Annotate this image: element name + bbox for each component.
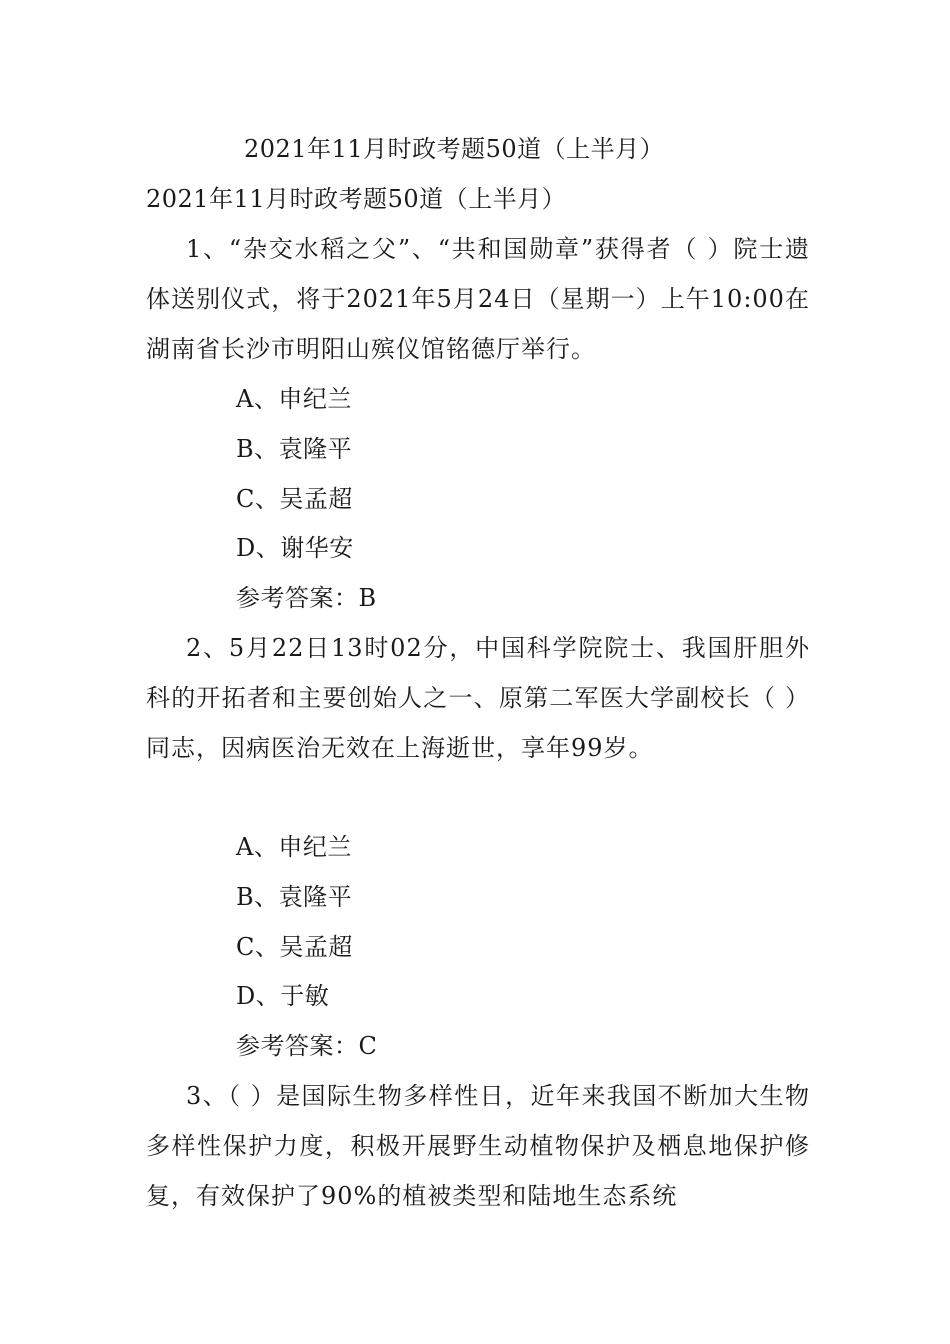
question-2-option-a: A、申纪兰 — [236, 833, 352, 861]
question-3-text: 3、（ ）是国际生物多样性日，近年来我国不断加大生物多样性保护力度，积极开展野生动植物保护及栖息地保护修复，有效保护了90%的植被类型和陆地生态系统 — [146, 1082, 810, 1210]
question-2-option-d: D、于敏 — [236, 982, 330, 1010]
question-1-text: 1、“杂交水稻之父”、“共和国勋章”获得者（ ）院士遗体送别仪式，将于2021年5月24日（星期一）上午10:00在湖南省长沙市明阳山殡仪馆铭德厅举行。 — [146, 235, 810, 363]
question-1-option-a: A、申纪兰 — [236, 385, 352, 413]
question-2-option-c: C、吴孟超 — [236, 933, 353, 961]
question-1-option-c: C、吴孟超 — [236, 485, 353, 513]
question-2-answer: 参考答案：C — [236, 1032, 378, 1060]
question-2-text: 2、5月22日13时02分，中国科学院院士、我国肝胆外科的开拓者和主要创始人之一、原第二军医大学副校长（ ）同志，因病医治无效在上海逝世，享年99岁。 — [146, 634, 810, 762]
document-subtitle: 2021年11月时政考题50道（上半月） — [146, 185, 567, 213]
question-1-option-d: D、谢华安 — [236, 534, 354, 562]
question-2-option-b: B、袁隆平 — [236, 883, 353, 911]
document-title: 2021年11月时政考题50道（上半月） — [244, 135, 665, 163]
question-1-option-b: B、袁隆平 — [236, 435, 353, 463]
question-1-answer: 参考答案：B — [236, 584, 377, 612]
